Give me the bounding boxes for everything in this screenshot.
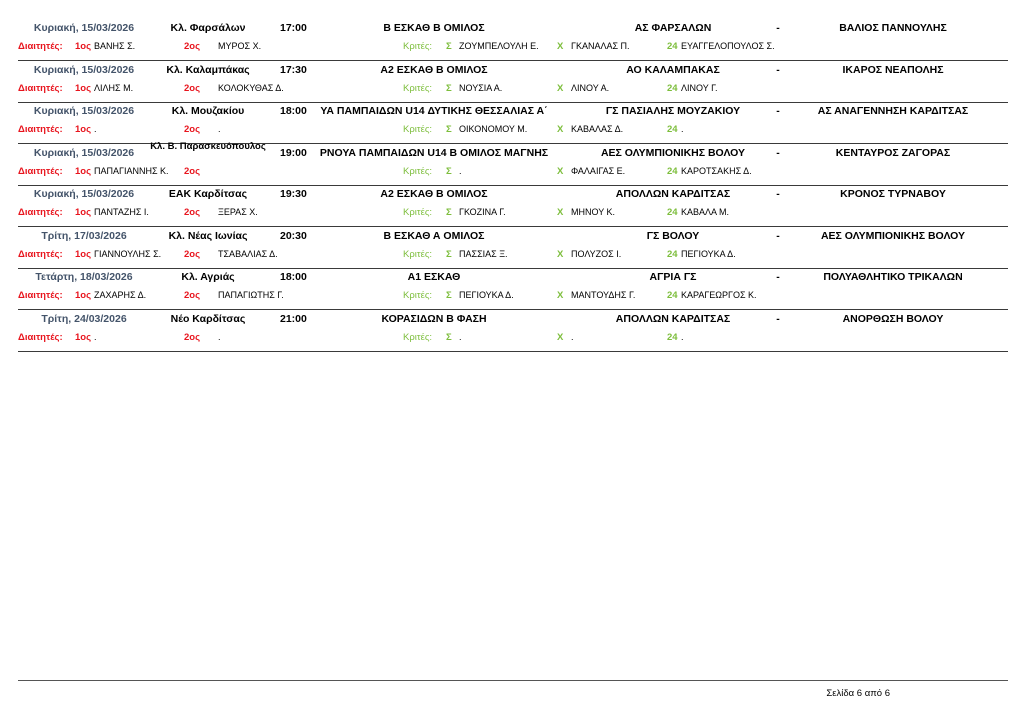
scorer-label: Σ <box>446 124 452 135</box>
match-time: 17:30 <box>280 63 307 76</box>
row-divider <box>18 351 1008 352</box>
home-team: ΑΕΣ ΟΛΥΜΠΙΟΝΙΚΗΣ ΒΟΛΟΥ <box>600 146 746 159</box>
match-time: 17:00 <box>280 22 307 34</box>
versus-dash: - <box>776 105 780 117</box>
first-referee-label: 1ος <box>75 207 92 218</box>
scorer-label: Σ <box>446 248 452 260</box>
scorer-label: Σ <box>446 331 452 343</box>
second-referee-label: 2ος <box>184 290 201 301</box>
second-referee-label: 2ος <box>184 207 201 218</box>
match-date: Κυριακή, 15/03/2026 <box>33 188 135 200</box>
versus-dash: - <box>776 312 780 325</box>
timekeeper-label: Χ <box>557 82 564 94</box>
home-team: ΑΠΟΛΛΩΝ ΚΑΡΔΙΤΣΑΣ <box>615 312 731 325</box>
home-team: ΓΣ ΠΑΣΙΑΛΗΣ ΜΟΥΖΑΚΙΟΥ <box>605 105 741 117</box>
second-referee-label: 2ος <box>184 41 201 52</box>
match-date: Κυριακή, 15/03/2026 <box>33 146 135 159</box>
match-competition: ΥΑ ΠΑΜΠΑΙΔΩΝ U14 ΔΥΤΙΚΗΣ ΘΕΣΣΑΛΙΑΣ Α΄ <box>320 105 548 117</box>
page-number: Σελίδα 6 από 6 <box>826 688 890 699</box>
match-venue: Κλ. Αγριάς <box>181 271 235 283</box>
match-row <box>18 19 1008 61</box>
timekeeper-label: Χ <box>557 207 564 218</box>
scorer-label: Σ <box>446 41 452 52</box>
away-team: ΙΚΑΡΟΣ ΝΕΑΠΟΛΗΣ <box>842 63 944 76</box>
match-venue: Νέο Καρδίτσας <box>170 312 246 325</box>
first-referee-label: 1ος <box>75 290 92 301</box>
match-row <box>18 227 1008 269</box>
scorer-name: . <box>459 165 462 176</box>
match-time: 20:30 <box>280 229 307 242</box>
judges-label: Κριτές: <box>403 41 433 52</box>
second-referee-name: ΚΟΛΟΚΥΘΑΣ Δ. <box>218 82 284 93</box>
first-referee-name: ΒΑΝΗΣ Σ. <box>94 41 136 51</box>
match-date: Κυριακή, 15/03/2026 <box>33 22 135 34</box>
scorer-name: ΟΙΚΟΝΟΜΟΥ Μ. <box>459 124 528 134</box>
scorer-name: ΝΟΥΣΙΑ Α. <box>459 82 503 93</box>
second-referee-name: ΠΑΠΑΓΙΩΤΗΣ Γ. <box>218 290 284 300</box>
home-team: ΑΠΟΛΛΩΝ ΚΑΡΔΙΤΣΑΣ <box>615 188 731 200</box>
match-time: 18:00 <box>280 271 307 283</box>
first-referee-name: . <box>94 331 97 342</box>
timekeeper-name: ΚΑΒΑΛΑΣ Δ. <box>571 124 624 134</box>
match-venue: Κλ. Φαρσάλων <box>170 22 246 34</box>
first-referee-name: ΠΑΠΑΓΙΑΝΝΗΣ Κ. <box>94 165 169 176</box>
match-venue: Κλ. Μουζακίου <box>171 105 245 117</box>
timekeeper-name: ΜΑΝΤΟΥΔΗΣ Γ. <box>571 290 636 300</box>
shotclock-name: . <box>681 124 684 134</box>
first-referee-label: 1ος <box>75 248 92 260</box>
scorer-name: ΓΚΟΖΙΝΑ Γ. <box>459 207 506 217</box>
second-referee-name: . <box>218 124 221 134</box>
shotclock-label: 24 <box>667 331 678 343</box>
first-referee-name: ΛΙΛΗΣ Μ. <box>94 82 134 93</box>
second-referee-name: ΞΕΡΑΣ Χ. <box>218 207 258 217</box>
shotclock-label: 24 <box>667 290 678 301</box>
scorer-name: ΖΟΥΜΠΕΛΟΥΛΗ Ε. <box>459 41 539 51</box>
scorer-label: Σ <box>446 207 452 218</box>
scorer-name: . <box>459 331 462 342</box>
first-referee-name: ΖΑΧΑΡΗΣ Δ. <box>94 290 147 300</box>
match-competition: Β ΕΣΚΑΘ Α ΟΜΙΛΟΣ <box>383 229 485 242</box>
versus-dash: - <box>776 229 780 242</box>
scorer-name: ΠΕΓΙΟΥΚΑ Δ. <box>459 290 514 300</box>
referees-label: Διαιτητές: <box>18 165 63 177</box>
match-date: Κυριακή, 15/03/2026 <box>33 105 135 117</box>
second-referee-label: 2ος <box>184 165 201 177</box>
away-team: ΑΝΟΡΘΩΣΗ ΒΟΛΟΥ <box>842 312 944 325</box>
match-row <box>18 102 1008 144</box>
timekeeper-label: Χ <box>557 41 564 52</box>
match-competition: ΚΟΡΑΣΙΔΩΝ Β ΦΑΣΗ <box>381 312 487 325</box>
match-date: Τετάρτη, 18/03/2026 <box>35 271 133 283</box>
match-time: 19:00 <box>280 146 307 159</box>
match-row <box>18 61 1008 103</box>
judges-label: Κριτές: <box>403 165 433 177</box>
first-referee-label: 1ος <box>75 124 92 135</box>
match-competition: Α2 ΕΣΚΑΘ Β ΟΜΙΛΟΣ <box>380 188 488 200</box>
timekeeper-name: . <box>571 331 574 342</box>
footer-divider <box>18 680 1008 681</box>
match-date: Κυριακή, 15/03/2026 <box>33 63 135 76</box>
judges-label: Κριτές: <box>403 207 433 218</box>
match-competition: ΡΝΟΥΑ ΠΑΜΠΑΙΔΩΝ U14 Β ΟΜΙΛΟΣ ΜΑΓΝΗΣ <box>319 146 549 159</box>
timekeeper-label: Χ <box>557 290 564 301</box>
match-date: Τρίτη, 24/03/2026 <box>41 312 127 325</box>
match-row <box>18 185 1008 227</box>
shotclock-name: ΚΑΡΟΤΣΑΚΗΣ Δ. <box>681 165 752 176</box>
versus-dash: - <box>776 63 780 76</box>
referees-label: Διαιτητές: <box>18 41 63 52</box>
away-team: ΒΑΛΙΟΣ ΠΑΝΝΟΥΛΗΣ <box>839 22 947 34</box>
scorer-name: ΠΑΣΣΙΑΣ Ξ. <box>459 248 508 259</box>
judges-label: Κριτές: <box>403 331 433 343</box>
match-venue: Κλ. Β. Παρασκευόπουλος <box>150 141 266 152</box>
second-referee-name: ΜΥΡΟΣ Χ. <box>218 41 262 51</box>
referees-label: Διαιτητές: <box>18 248 63 260</box>
match-row <box>18 310 1008 352</box>
home-team: ΓΣ ΒΟΛΟΥ <box>646 229 700 242</box>
second-referee-name: . <box>218 331 221 342</box>
match-venue: Κλ. Νέας Ιωνίας <box>168 229 248 242</box>
first-referee-label: 1ος <box>75 82 92 94</box>
versus-dash: - <box>776 188 780 200</box>
second-referee-label: 2ος <box>184 248 201 260</box>
timekeeper-name: ΓΚΑΝΑΛΑΣ Π. <box>571 41 630 51</box>
shotclock-label: 24 <box>667 41 678 52</box>
first-referee-name: ΠΑΝΤΑΖΗΣ Ι. <box>94 207 149 217</box>
home-team: ΑΣ ΦΑΡΣΑΛΩΝ <box>634 22 712 34</box>
match-time: 18:00 <box>280 105 307 117</box>
match-competition: Α1 ΕΣΚΑΘ <box>407 271 461 283</box>
shotclock-name: ΚΑΡΑΓΕΩΡΓΟΣ Κ. <box>681 290 757 300</box>
home-team: ΑΟ ΚΑΛΑΜΠΑΚΑΣ <box>626 63 720 76</box>
shotclock-label: 24 <box>667 82 678 94</box>
away-team: ΠΟΛΥΑΘΛΗΤΙΚΟ ΤΡΙΚΑΛΩΝ <box>823 271 963 283</box>
judges-label: Κριτές: <box>403 290 433 301</box>
shotclock-name: ΚΑΒΑΛΑ Μ. <box>681 207 730 217</box>
shotclock-name: ΛΙΝΟΥ Γ. <box>681 82 718 93</box>
timekeeper-label: Χ <box>557 331 564 343</box>
match-row <box>18 141 1008 186</box>
match-date: Τρίτη, 17/03/2026 <box>41 229 127 242</box>
timekeeper-name: ΦΑΛΑΙΓΑΣ Ε. <box>571 165 626 176</box>
scorer-label: Σ <box>446 165 452 177</box>
judges-label: Κριτές: <box>403 82 433 94</box>
referees-label: Διαιτητές: <box>18 207 63 218</box>
shotclock-name: ΕΥΑΓΓΕΛΟΠΟΥΛΟΣ Σ. <box>681 41 775 51</box>
second-referee-label: 2ος <box>184 124 201 135</box>
first-referee-label: 1ος <box>75 331 92 343</box>
timekeeper-label: Χ <box>557 165 564 177</box>
match-time: 19:30 <box>280 188 307 200</box>
first-referee-label: 1ος <box>75 165 92 177</box>
shotclock-label: 24 <box>667 248 678 260</box>
shotclock-name: ΠΕΓΙΟΥΚΑ Δ. <box>681 248 736 259</box>
timekeeper-name: ΜΗΝΟΥ Κ. <box>571 207 616 217</box>
timekeeper-name: ΛΙΝΟΥ Α. <box>571 82 610 93</box>
first-referee-label: 1ος <box>75 41 92 52</box>
timekeeper-name: ΠΟΛΥΖΟΣ Ι. <box>571 248 622 259</box>
first-referee-name: ΓΙΑΝΝΟΥΛΗΣ Σ. <box>94 248 162 259</box>
versus-dash: - <box>776 271 780 283</box>
shotclock-label: 24 <box>667 207 678 218</box>
shotclock-label: 24 <box>667 124 678 135</box>
timekeeper-label: Χ <box>557 124 564 135</box>
match-competition: Α2 ΕΣΚΑΘ Β ΟΜΙΛΟΣ <box>380 63 488 76</box>
referees-label: Διαιτητές: <box>18 124 63 135</box>
second-referee-name: ΤΣΑΒΑΛΙΑΣ Δ. <box>218 248 278 259</box>
judges-label: Κριτές: <box>403 248 433 260</box>
away-team: ΑΕΣ ΟΛΥΜΠΙΟΝΙΚΗΣ ΒΟΛΟΥ <box>820 229 966 242</box>
versus-dash: - <box>776 146 780 159</box>
shotclock-label: 24 <box>667 165 678 177</box>
versus-dash: - <box>776 22 780 34</box>
first-referee-name: . <box>94 124 97 134</box>
match-competition: Β ΕΣΚΑΘ Β ΟΜΙΛΟΣ <box>383 22 485 34</box>
second-referee-label: 2ος <box>184 82 201 94</box>
scorer-label: Σ <box>446 290 452 301</box>
away-team: ΑΣ ΑΝΑΓΕΝΝΗΣΗ ΚΑΡΔΙΤΣΑΣ <box>817 105 969 117</box>
referees-label: Διαιτητές: <box>18 82 63 94</box>
away-team: ΚΕΝΤΑΥΡΟΣ ΖΑΓΟΡΑΣ <box>835 146 951 159</box>
timekeeper-label: Χ <box>557 248 564 260</box>
home-team: ΑΓΡΙΑ ΓΣ <box>649 271 697 283</box>
referees-label: Διαιτητές: <box>18 331 63 343</box>
shotclock-name: . <box>681 331 684 342</box>
scorer-label: Σ <box>446 82 452 94</box>
match-time: 21:00 <box>280 312 307 325</box>
match-venue: ΕΑΚ Καρδίτσας <box>168 188 248 200</box>
away-team: ΚΡΟΝΟΣ ΤΥΡΝΑΒΟΥ <box>840 188 946 200</box>
match-venue: Κλ. Καλαμπάκας <box>166 63 250 76</box>
match-row <box>18 268 1008 310</box>
judges-label: Κριτές: <box>403 124 433 135</box>
referees-label: Διαιτητές: <box>18 290 63 301</box>
second-referee-label: 2ος <box>184 331 201 343</box>
